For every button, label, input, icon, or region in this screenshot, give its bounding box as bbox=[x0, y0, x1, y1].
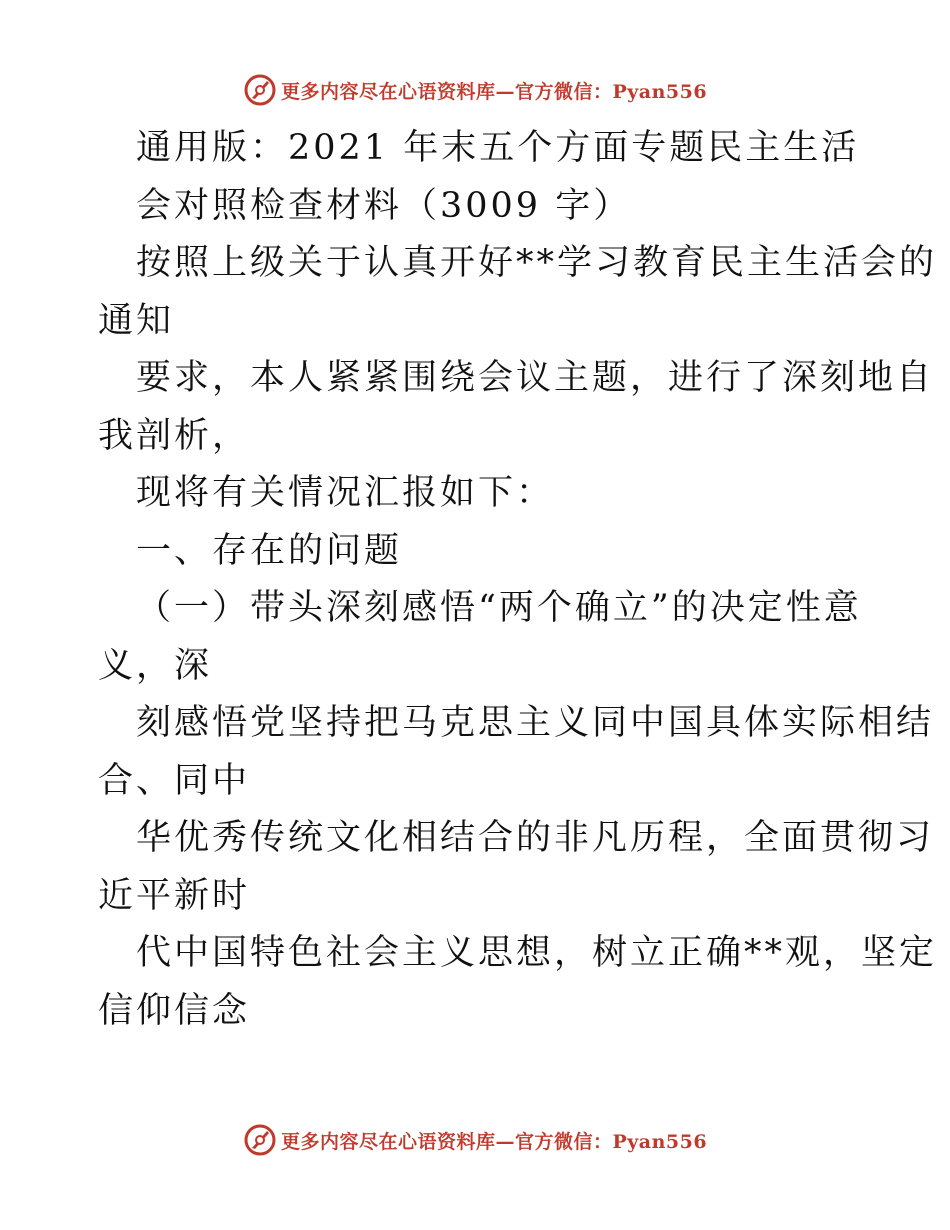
text-line: 通知 bbox=[98, 300, 175, 341]
text-line: 会对照检查材料（3009 字） bbox=[136, 185, 632, 226]
text-line: 合、同中 bbox=[98, 760, 251, 801]
document-body bbox=[98, 120, 938, 1040]
text-line: 现将有关情况汇报如下： bbox=[136, 473, 555, 513]
quill-logo-icon bbox=[243, 1123, 277, 1157]
text-line: 信仰信念 bbox=[98, 990, 251, 1031]
text-line: 义，深 bbox=[98, 645, 213, 686]
text-line: 按照上级关于认真开好**学习教育民主生活会的 bbox=[136, 243, 938, 283]
text-line: 我剖析， bbox=[98, 415, 251, 456]
header-watermark-text: 更多内容尽在心语资料库—官方微信：Pyan556 bbox=[280, 80, 708, 103]
text-line: （一）带头深刻感悟“两个确立”的决定性意 bbox=[136, 588, 862, 628]
footer-watermark-text: 更多内容尽在心语资料库—官方微信：Pyan556 bbox=[280, 1130, 708, 1153]
text-line: 一、存在的问题 bbox=[136, 530, 403, 571]
text-line: 华优秀传统文化相结合的非凡历程，全面贯彻习 bbox=[136, 818, 935, 858]
header-watermark bbox=[0, 70, 950, 110]
text-line: 通用版：2021 年末五个方面专题民主生活 bbox=[136, 128, 860, 168]
text-line: 近平新时 bbox=[98, 875, 251, 916]
text-line: 代中国特色社会主义思想，树立正确**观，坚定 bbox=[136, 933, 938, 973]
text-line: 刻感悟党坚持把马克思主义同中国具体实际相结 bbox=[136, 703, 935, 743]
footer-watermark bbox=[0, 1120, 950, 1160]
quill-logo-icon bbox=[243, 73, 277, 107]
text-line: 要求，本人紧紧围绕会议主题，进行了深刻地自 bbox=[136, 358, 935, 398]
